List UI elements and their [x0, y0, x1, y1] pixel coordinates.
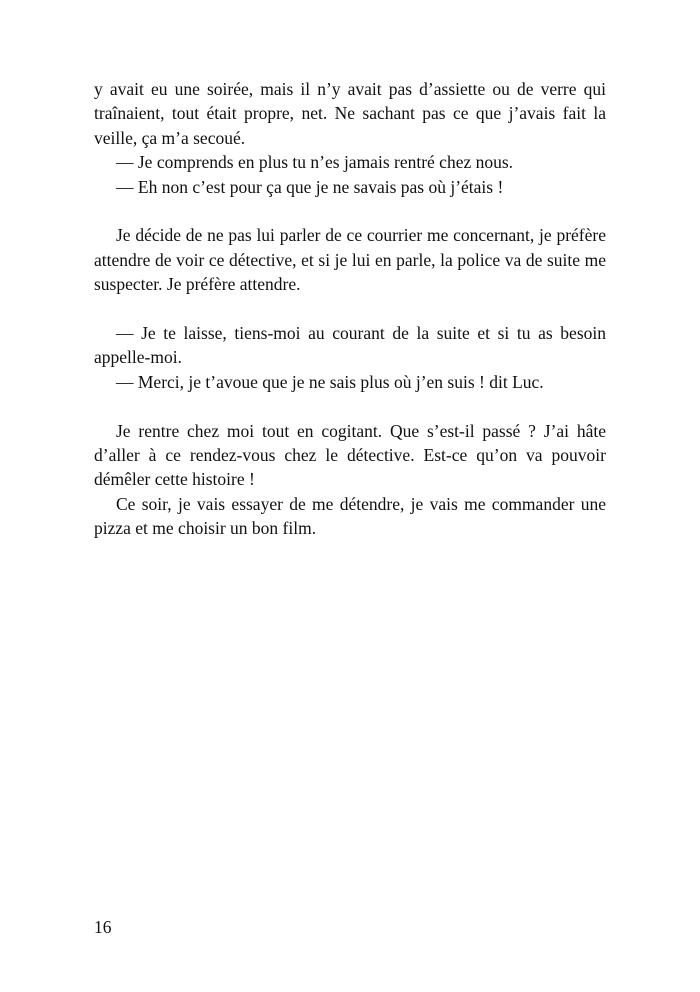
paragraph-continuation: y avait eu une soirée, mais il n’y avait pas d’assiette ou de verre qui traînaient, tout était propre, net. Ne sachant pas ce que j’avais fait la veille, ça m’a secoué.: [94, 79, 606, 148]
dialogue-line: — Merci, je t’avoue que je ne sais plus où j’en suis ! dit Luc.: [116, 371, 544, 392]
dialogue-line: — Je comprends en plus tu n’es jamais rentré chez nous.: [116, 152, 514, 173]
paragraph-break: [94, 199, 606, 223]
dialogue-line: — Eh non c’est pour ça que je ne savais pas où j’étais !: [116, 176, 504, 197]
page-body: [94, 77, 606, 541]
dialogue-line: — Je te laisse, tiens-moi au courant de la suite et si tu as besoin appelle-moi.: [94, 323, 606, 368]
paragraph: Je décide de ne pas lui parler de ce courrier me concernant, je préfère attendre de voir ce détective, et si je lui en parle, la police va de suite me suspecter. Je préfère attendre.: [94, 225, 606, 295]
paragraph: Ce soir, je vais essayer de me détendre, je vais me commander une pizza et me choisir un bon film.: [94, 493, 606, 539]
paragraph-break: [94, 297, 606, 321]
page-number: 16: [94, 917, 112, 937]
paragraph-break: [94, 394, 606, 418]
paragraph: Je rentre chez moi tout en cogitant. Que s’est-il passé ? J’ai hâte d’aller à ce rendez-vous chez le détective. Est-ce qu’on va pouvoir démêler cette histoire !: [94, 420, 606, 490]
